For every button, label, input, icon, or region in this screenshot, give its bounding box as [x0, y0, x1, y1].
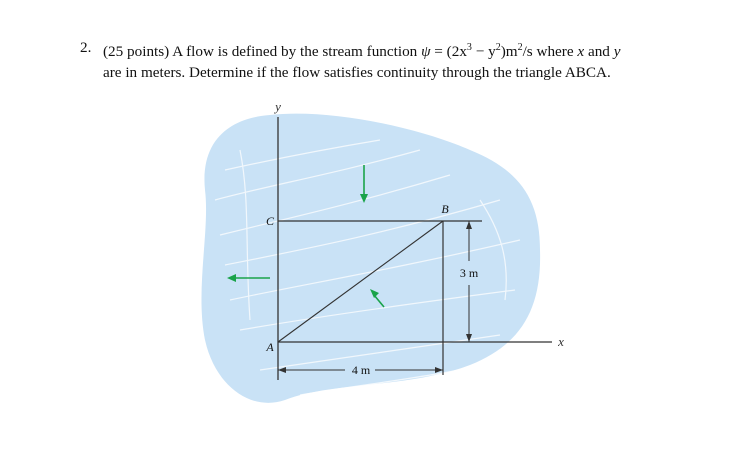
equals-sign: = — [434, 43, 443, 61]
point-c-label: C — [265, 214, 275, 228]
x-variable: x — [577, 43, 585, 61]
axis-y-label: y — [275, 99, 281, 114]
psi-symbol: ψ — [421, 43, 431, 61]
problem-line-2: are in meters. Determine if the flow satisfies continuity through the triangle ABCA. — [103, 64, 611, 82]
axis-x-label: x — [558, 334, 564, 349]
fluid-region — [201, 114, 540, 403]
dimension-3m-label: 3 m — [459, 266, 479, 280]
stream-function-expression: $(2x^3 - y^2)m^2/s$ — [446, 42, 533, 61]
intro-text: A flow is defined by the stream function — [172, 43, 418, 61]
problem-number: 2. — [80, 39, 92, 56]
points-label: (25 points) — [103, 43, 170, 61]
and-text: and — [587, 43, 610, 61]
point-a-label: A — [266, 340, 274, 354]
dimension-4m-label: 4 m — [351, 363, 371, 377]
where-text: where — [536, 43, 574, 61]
point-b-label: B — [441, 202, 449, 216]
y-variable: y — [613, 43, 621, 61]
